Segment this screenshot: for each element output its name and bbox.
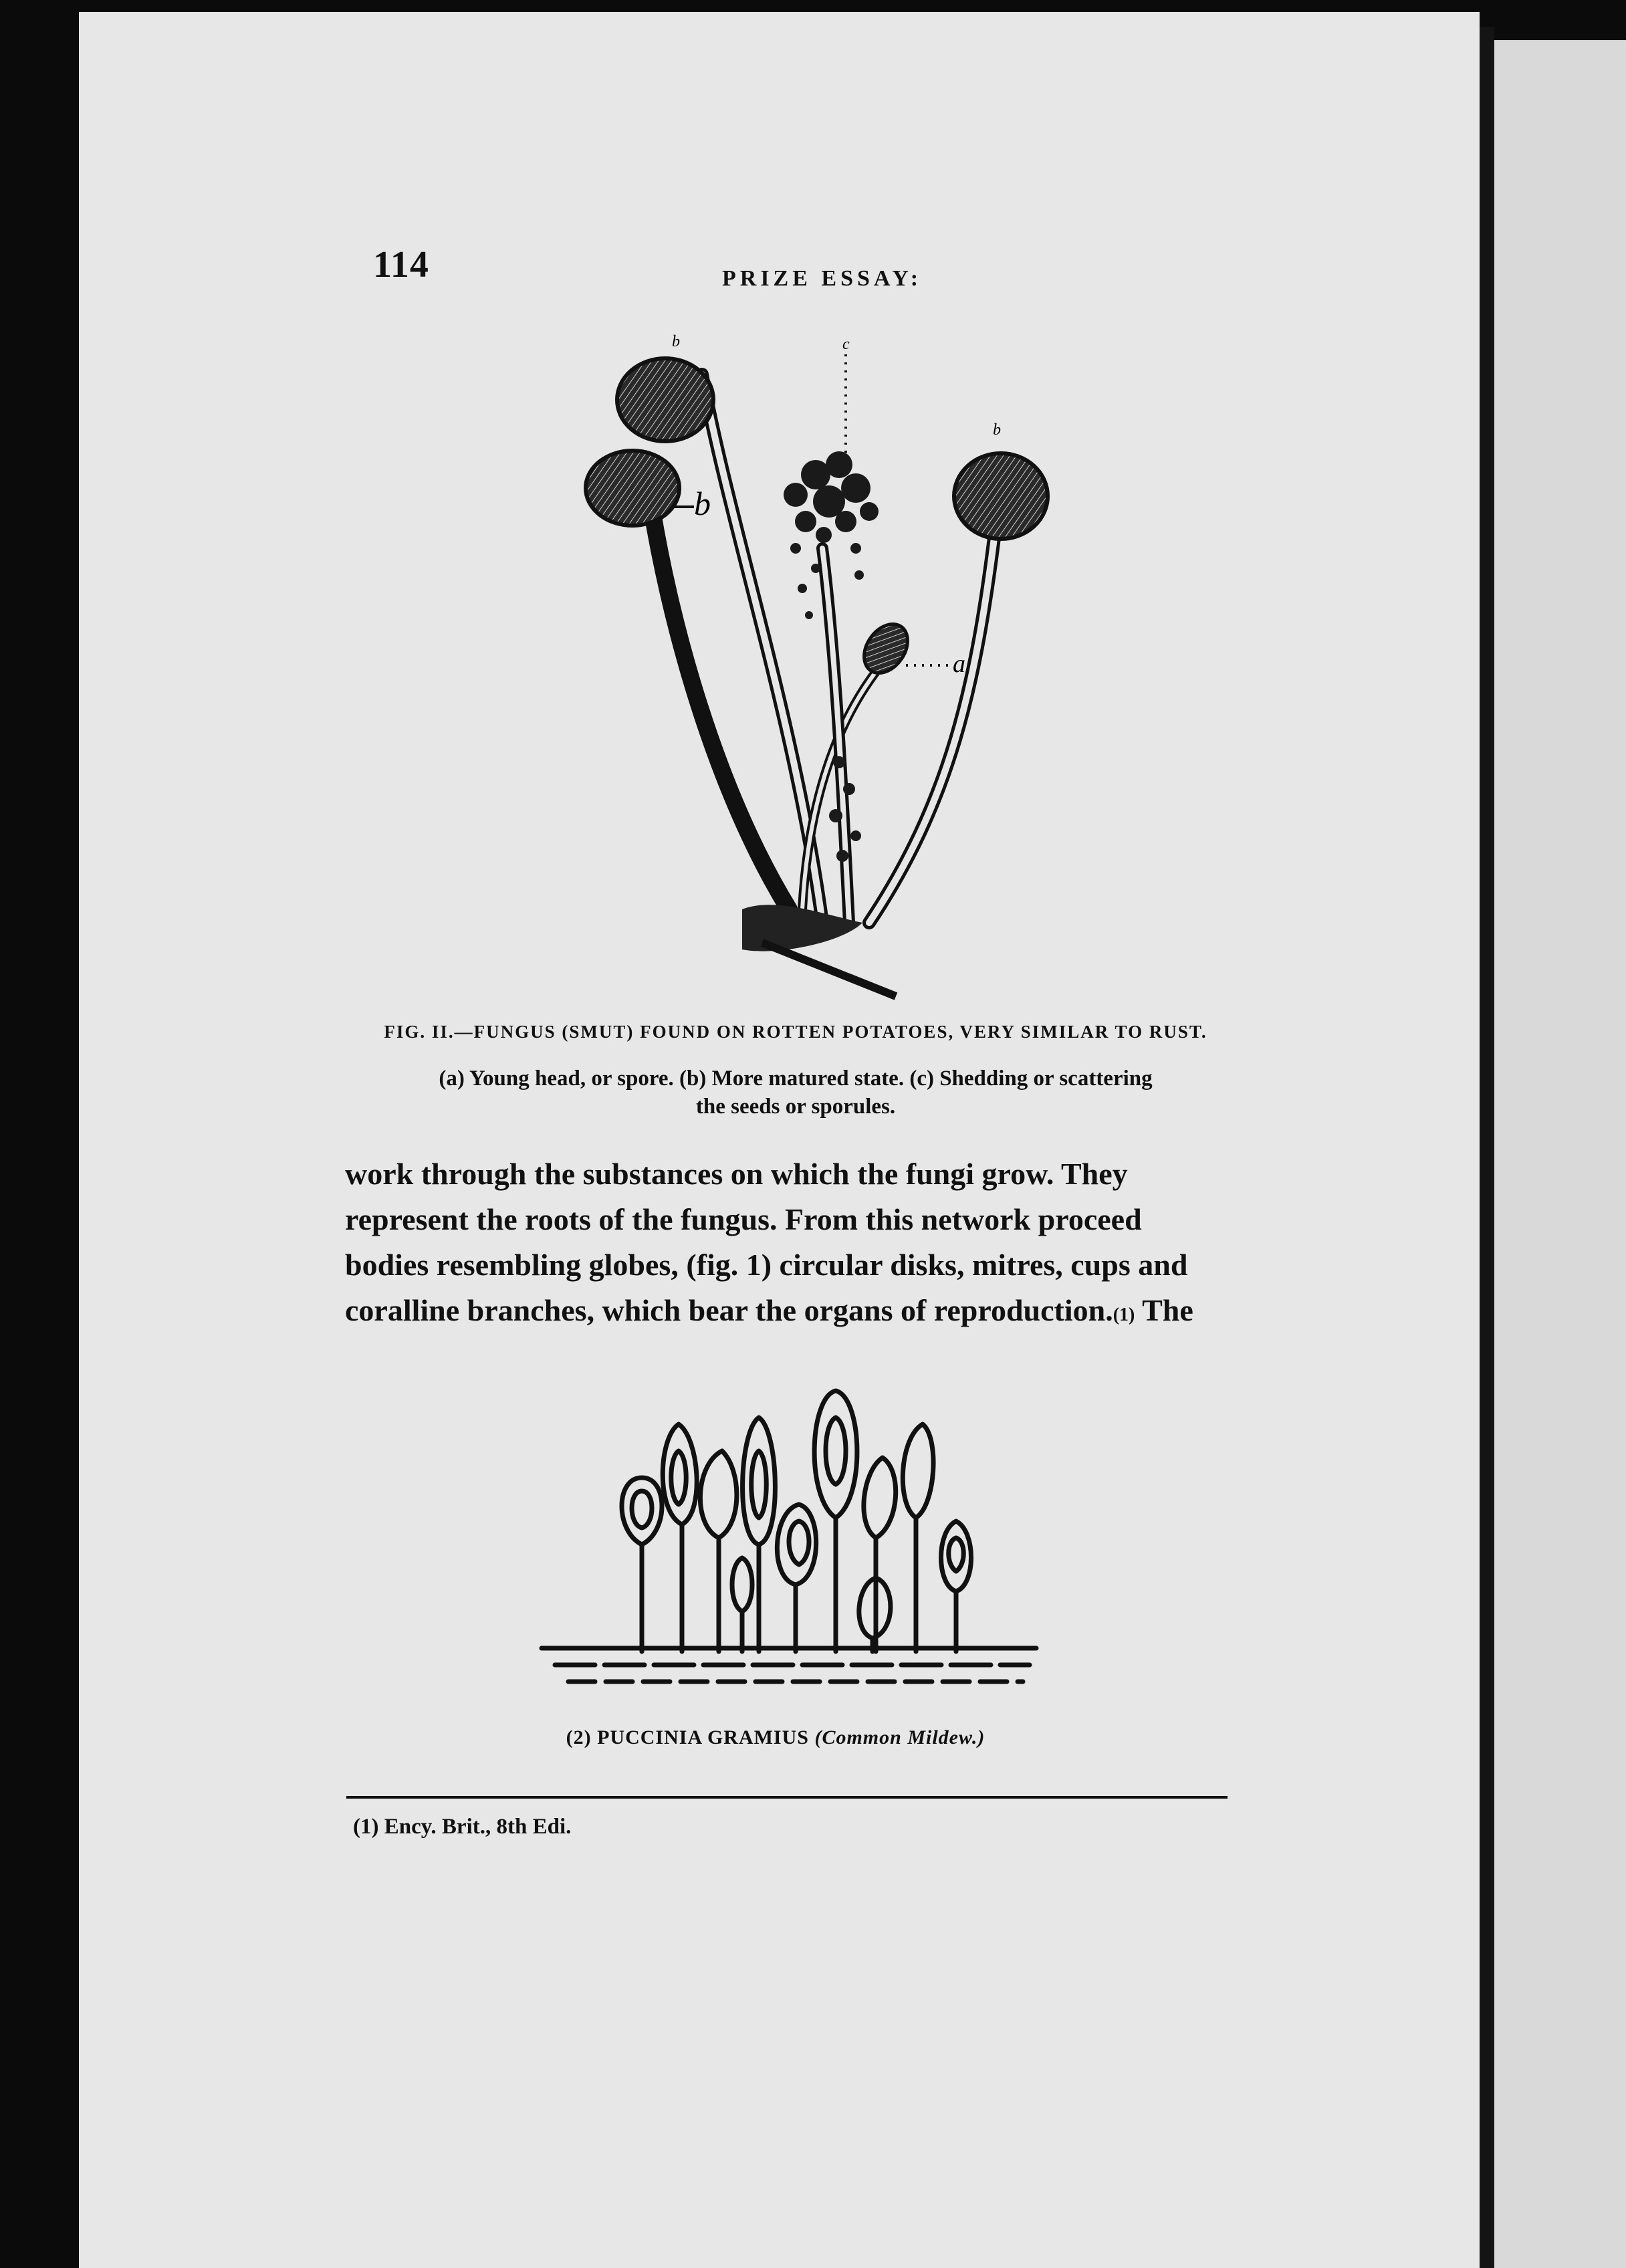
figure2-name: PUCCINIA GRAMIUS xyxy=(597,1726,809,1748)
fungus-illustration xyxy=(575,321,1083,1016)
label-b-left: b xyxy=(694,485,711,522)
figure2-common-name: (Common Mildew.) xyxy=(814,1726,985,1748)
label-c: c xyxy=(842,336,850,353)
body-line-4-text: coralline branches, which bear the organs of reproduction. xyxy=(345,1293,1113,1327)
body-line-2: represent the roots of the fungus. From this network proceed xyxy=(345,1202,1142,1236)
figure-legend xyxy=(374,1064,1217,1121)
figure2-number: (2) xyxy=(566,1726,592,1748)
spore-head-b-right xyxy=(954,453,1048,539)
body-line-4 xyxy=(345,1288,1238,1338)
figure2-caption xyxy=(535,1726,1016,1749)
label-b-right: b xyxy=(993,421,1001,439)
adjacent-page-edge xyxy=(1494,40,1626,2268)
footnote-rule xyxy=(346,1796,1228,1799)
page-number: 114 xyxy=(373,244,429,286)
spore-head-b-left xyxy=(586,451,679,526)
body-line-3: bodies resembling globes, (fig. 1) circular disks, mitres, cups and xyxy=(345,1248,1188,1282)
body-paragraph xyxy=(345,1151,1238,1338)
body-line-1: work through the substances on which the fungi grow. They xyxy=(345,1157,1128,1191)
legend-line-2: the seeds or sporules. xyxy=(695,1095,896,1119)
fungus-stalks xyxy=(649,374,996,923)
running-head: PRIZE ESSAY: xyxy=(722,266,923,291)
footnote-ref: (1) xyxy=(1113,1305,1135,1325)
body-line-4-end: The xyxy=(1142,1293,1193,1327)
legend-line-1: (a) Young head, or spore. (b) More matured state. (c) Shedding or scattering xyxy=(439,1066,1153,1091)
page-gutter xyxy=(1480,27,1494,2268)
footnote: (1) Ency. Brit., 8th Edi. xyxy=(353,1815,572,1839)
spore-head-b-top xyxy=(617,358,713,441)
young-head-a xyxy=(855,616,917,681)
mildew-illustration xyxy=(542,1384,1043,1705)
figure-caption: FIG. II.—FUNGUS (SMUT) FOUND ON ROTTEN POTATOES, VERY SIMILAR TO RUST. xyxy=(384,1022,1207,1042)
label-b-top: b xyxy=(672,333,680,350)
label-a: a xyxy=(953,650,965,678)
